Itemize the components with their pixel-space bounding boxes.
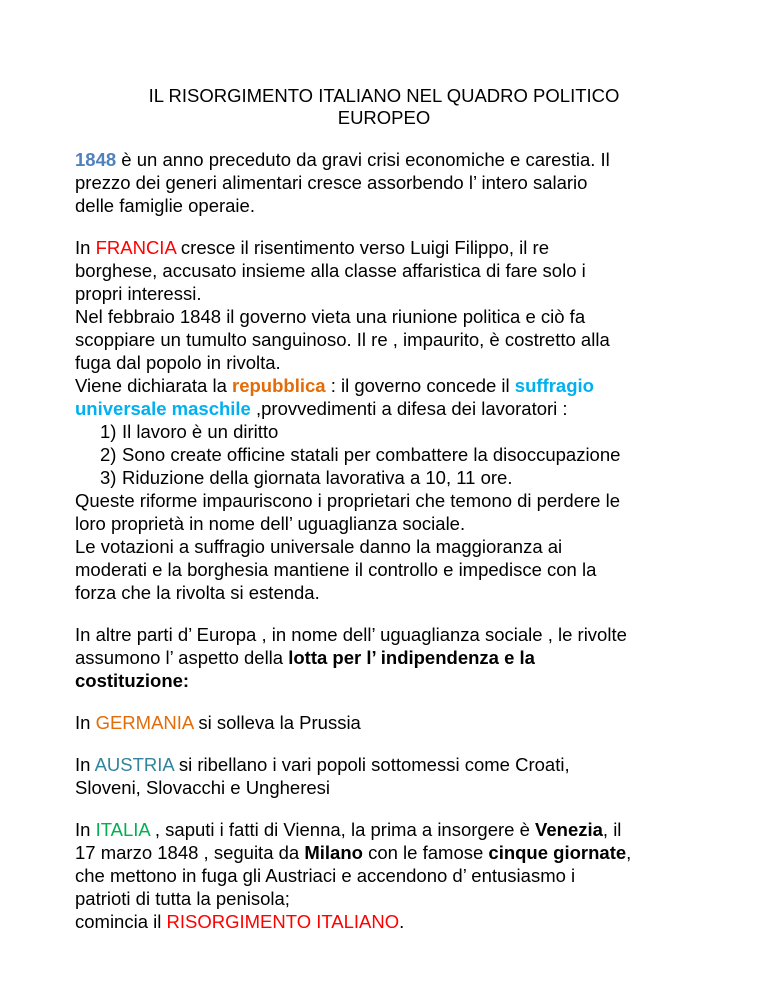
text-span: : il governo concede il: [325, 375, 515, 396]
paragraph-francia-line-4: Nel febbraio 1848 il governo vieta una riunione politica e ciò fa: [75, 306, 586, 327]
text-span: assumono l’ aspetto della: [75, 647, 289, 668]
country-austria: AUSTRIA: [94, 754, 174, 775]
text-span: In: [75, 237, 96, 258]
paragraph-italia-line-3: che mettono in fuga gli Austriaci e accendono d’ entusiasmo i: [75, 865, 576, 886]
paragraph-germania: [75, 711, 361, 735]
text-span: comincia il: [75, 911, 167, 932]
text-span: con le famose: [362, 842, 489, 863]
paragraph-europa-line-2: [75, 646, 535, 670]
document-title-line-1: IL RISORGIMENTO ITALIANO NEL QUADRO POLITICO: [148, 85, 620, 106]
text-span: cresce il risentimento verso Luigi Filippo, il re: [175, 237, 549, 258]
paragraph-1848-line-3: delle famiglie operaie.: [75, 195, 255, 216]
text-span: 17 marzo 1848 , seguita da: [75, 842, 305, 863]
paragraph-francia-line-14: Le votazioni a suffragio universale danno la maggioranza ai: [75, 536, 563, 557]
text-span: è un anno preceduto da gravi crisi economiche e carestia. Il: [116, 149, 610, 170]
paragraph-francia-line-16: forza che la rivolta si estenda.: [75, 582, 320, 603]
paragraph-italia-line-1: [75, 818, 621, 842]
paragraph-francia-line-5: scoppiare un tumulto sanguinoso. Il re , impaurito, è costretto alla: [75, 329, 610, 350]
term-repubblica: repubblica: [232, 375, 326, 396]
term-suffragio: suffragio: [514, 375, 594, 396]
paragraph-italia-line-5: [75, 910, 404, 934]
paragraph-italia-line-4: patrioti di tutta la penisola;: [75, 888, 290, 909]
country-francia: FRANCIA: [95, 237, 176, 258]
paragraph-1848-line-2: prezzo dei generi alimentari cresce assorbendo l’ intero salario: [75, 172, 588, 193]
paragraph-francia-line-6: fuga dal popolo in rivolta.: [75, 352, 281, 373]
paragraph-francia-line-13: loro proprietà in nome dell’ uguaglianza sociale.: [75, 513, 466, 534]
bold-milano: Milano: [304, 842, 363, 863]
paragraph-francia-line-1: [75, 236, 549, 260]
country-germania: GERMANIA: [95, 712, 194, 733]
list-item-2-text: Sono create officine statali per combattere la disoccupazione: [122, 444, 621, 465]
bold-costituzione: costituzione:: [75, 670, 190, 691]
paragraph-europa-line-1: In altre parti d’ Europa , in nome dell’ uguaglianza sociale , le rivolte: [75, 624, 627, 645]
country-italia: ITALIA: [95, 819, 150, 840]
text-span: , il: [602, 819, 622, 840]
text-span: , saputi i fatti di Vienna, la prima a insorgere è: [149, 819, 536, 840]
paragraph-italia-line-2: [75, 841, 631, 865]
paragraph-francia-line-15: moderati e la borghesia mantiene il controllo e impedisce con la: [75, 559, 597, 580]
year-1848: 1848: [75, 149, 117, 170]
text-span: Viene dichiarata la: [75, 375, 233, 396]
text-span: ,provvedimenti a difesa dei lavoratori :: [250, 398, 568, 419]
text-span: si ribellano i vari popoli sottomessi come Croati,: [173, 754, 570, 775]
paragraph-1848-line-1: [75, 148, 610, 172]
text-span: si solleva la Prussia: [193, 712, 361, 733]
bold-cinque-giornate: cinque giornate: [488, 842, 627, 863]
paragraph-francia-line-3: propri interessi.: [75, 283, 202, 304]
text-span: In: [75, 819, 96, 840]
list-item-3-text: Riduzione della giornata lavorativa a 10, 11 ore.: [122, 467, 513, 488]
paragraph-francia-line-8: [75, 397, 568, 421]
text-span: In: [75, 754, 95, 775]
paragraph-austria-line-1: [75, 753, 570, 777]
text-span: In: [75, 712, 96, 733]
list-item-2-number: 2): [100, 444, 117, 465]
document-title-line-2: EUROPEO: [337, 107, 431, 128]
paragraph-francia-line-12: Queste riforme impauriscono i proprietari che temono di perdere le: [75, 490, 620, 511]
paragraph-austria-line-2: Sloveni, Slovacchi e Ungheresi: [75, 777, 331, 798]
list-item-1-text: Il lavoro è un diritto: [122, 421, 279, 442]
bold-lotta-indipendenza: lotta per l’ indipendenza e la: [288, 647, 535, 668]
list-item-1-number: 1): [100, 421, 117, 442]
term-universale-maschile: universale maschile: [75, 398, 251, 419]
term-risorgimento-italiano: RISORGIMENTO ITALIANO: [166, 911, 400, 932]
paragraph-francia-line-7: [75, 374, 594, 398]
text-span: ,: [626, 842, 632, 863]
text-span: .: [399, 911, 405, 932]
paragraph-francia-line-2: borghese, accusato insieme alla classe affaristica di fare solo i: [75, 260, 586, 281]
list-item-3-number: 3): [100, 467, 117, 488]
bold-venezia: Venezia: [535, 819, 603, 840]
paragraph-europa-line-3: [75, 669, 189, 693]
